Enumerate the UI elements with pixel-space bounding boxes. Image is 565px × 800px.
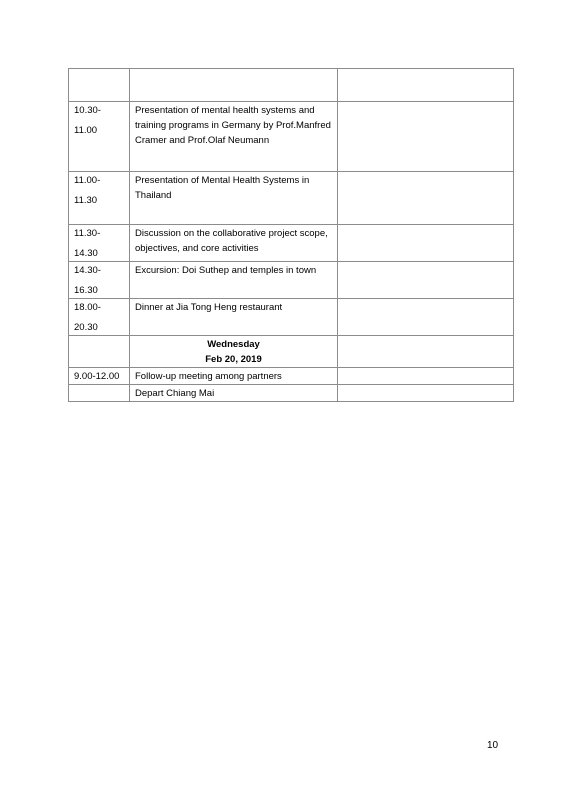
page-number: 10: [487, 740, 499, 751]
day-header-row: [69, 336, 514, 368]
table-row: [69, 385, 514, 402]
schedule-table: [68, 68, 514, 402]
time-end: 11.00: [74, 125, 98, 136]
time-cell: [69, 336, 130, 368]
notes-cell: [338, 385, 514, 402]
time-end: 20.30: [74, 322, 98, 333]
time-cell: 9.00-12.00: [69, 368, 130, 385]
table-row: [69, 69, 514, 102]
table-row: [69, 102, 514, 172]
notes-cell: [338, 299, 514, 336]
notes-cell: [338, 336, 514, 368]
time-cell: [69, 385, 130, 402]
time-start: 11.30-: [74, 228, 101, 239]
table-row: [69, 262, 514, 299]
time-cell: [69, 69, 130, 102]
notes-cell: [338, 262, 514, 299]
day-date: Feb 20, 2019: [205, 354, 262, 365]
notes-cell: [338, 368, 514, 385]
activity-cell: Follow-up meeting among partners: [130, 368, 338, 385]
notes-cell: [338, 172, 514, 225]
day-header-cell: [130, 336, 338, 368]
activity-cell: Excursion: Doi Suthep and temples in town: [130, 262, 338, 299]
time-cell: [69, 299, 130, 336]
activity-cell: Discussion on the collaborative project scope, objectives, and core activities: [130, 225, 338, 262]
time-cell: [69, 172, 130, 225]
table-row: [69, 225, 514, 262]
table-row: [69, 299, 514, 336]
time-start: 11.00-: [74, 175, 101, 186]
notes-cell: [338, 225, 514, 262]
time-start: 14.30-: [74, 265, 101, 276]
table-row: [69, 368, 514, 385]
time-start: 18.00-: [74, 302, 101, 313]
table-row: [69, 172, 514, 225]
time-end: 11.30: [74, 195, 98, 206]
activity-cell: Depart Chiang Mai: [130, 385, 338, 402]
time-cell: [69, 102, 130, 172]
activity-cell: Presentation of mental health systems and training programs in Germany by Prof.Manfred Cramer and Prof.Olaf Neumann: [130, 102, 338, 172]
time-end: 14.30: [74, 248, 98, 259]
activity-cell: Dinner at Jia Tong Heng restaurant: [130, 299, 338, 336]
notes-cell: [338, 69, 514, 102]
activity-cell: [130, 69, 338, 102]
time-cell: [69, 262, 130, 299]
day-weekday: Wednesday: [207, 339, 260, 350]
time-end: 16.30: [74, 285, 98, 296]
notes-cell: [338, 102, 514, 172]
time-start: 10.30-: [74, 105, 101, 116]
activity-cell: Presentation of Mental Health Systems in Thailand: [130, 172, 338, 225]
time-cell: [69, 225, 130, 262]
